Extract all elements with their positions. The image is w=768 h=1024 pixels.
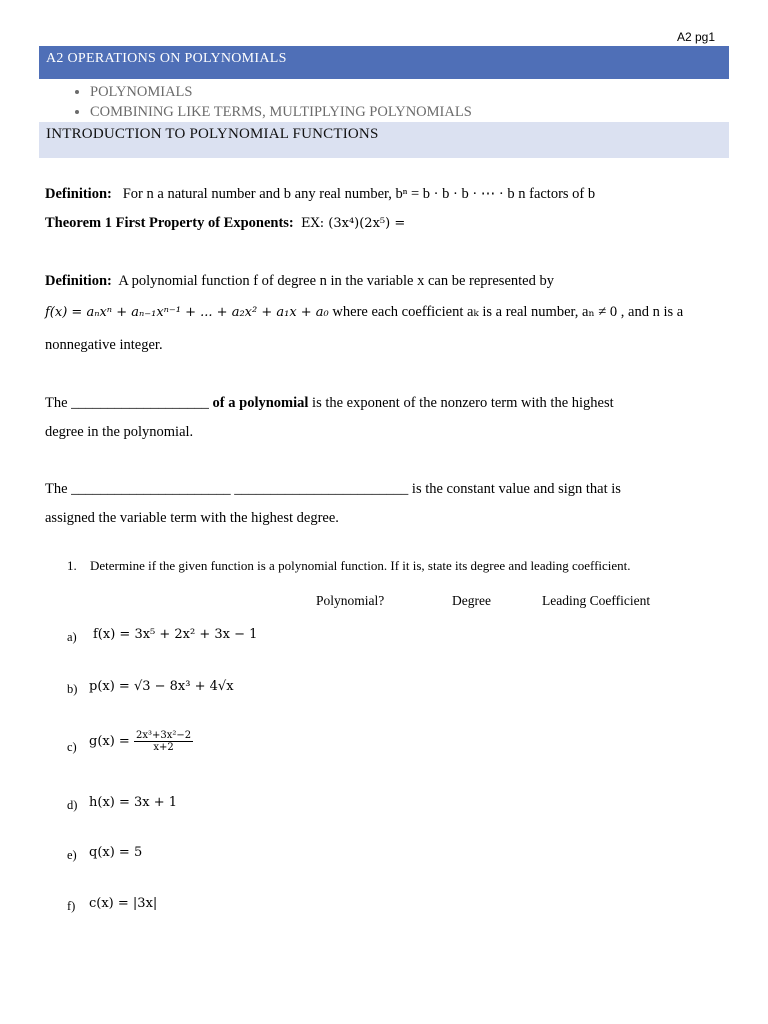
definition-label: Definition: [45, 273, 112, 289]
sentence-rest: is the exponent of the nonzero term with the highest [312, 395, 614, 411]
function-expression: h(x) = 3x + 1 [89, 795, 178, 810]
bold-term: of a polynomial [212, 395, 309, 411]
definition-polynomial-line3: nonnegative integer. [45, 337, 163, 353]
fill-in-blank[interactable]: ___________________ [71, 395, 209, 411]
column-header-leading-coefficient: Leading Coefficient [542, 593, 651, 608]
sentence-prefix: The [45, 481, 68, 497]
function-expression [89, 730, 193, 753]
polynomial-general-formula: f(x) = aₙxⁿ + aₙ₋₁xⁿ⁻¹ + ... + a₂x² + a₁x + a₀ [45, 305, 329, 320]
item-label: e) [67, 848, 77, 862]
item-label: a) [67, 630, 77, 644]
item-label: c) [67, 740, 77, 754]
function-expression: c(x) = |3x| [89, 896, 158, 911]
definition-text: For n a natural number and b any real number, bⁿ = b · b · b · ⋯ · b n factors of b [122, 186, 596, 202]
fraction [134, 730, 193, 753]
subsection-title: INTRODUCTION TO POLYNOMIAL FUNCTIONS [46, 126, 379, 142]
fraction-denominator: x+2 [153, 742, 174, 753]
question-number: 1. [67, 558, 77, 573]
definition-polynomial-line2 [45, 304, 683, 321]
section-title: A2 OPERATIONS ON POLYNOMIALS [46, 51, 287, 66]
definition-text: A polynomial function f of degree n in the variable x can be represented by [118, 273, 554, 289]
leading-coefficient-definition-line1 [45, 481, 621, 498]
bullet-item: • POLYNOMIALS [90, 82, 472, 102]
theorem-first-property [45, 215, 405, 232]
function-expression: f(x) = 3x⁵ + 2x² + 3x − 1 [93, 627, 258, 642]
page-number: A2 pg1 [677, 30, 716, 44]
definition-label: Definition: [45, 186, 112, 202]
bullet-item: • COMBINING LIKE TERMS, MULTIPLYING POLYNOMIALS [90, 102, 472, 122]
item-label: f) [67, 899, 76, 913]
definition-polynomial-line1 [45, 273, 554, 290]
column-header-degree: Degree [452, 593, 491, 608]
fill-in-blank[interactable]: ________________________ [234, 481, 409, 497]
theorem-example: EX: (3x⁴)(2x⁵) = [301, 216, 406, 231]
definition-exponent [45, 186, 595, 203]
column-header-polynomial: Polynomial? [316, 593, 385, 608]
question-text: Determine if the given function is a polynomial function. If it is, state its degree and leading coefficient. [90, 558, 631, 573]
function-expression: p(x) = √3 − 8x³ + 4√x [89, 679, 234, 694]
sentence-prefix: The [45, 395, 68, 411]
item-label: b) [67, 682, 78, 696]
fill-in-blank[interactable]: ______________________ [71, 481, 231, 497]
topic-bullet-list [68, 82, 472, 122]
definition-text: where each coefficient aₖ is a real number, aₙ ≠ 0 , and n is a [332, 304, 684, 320]
degree-definition-line1 [45, 395, 614, 412]
degree-definition-line2: degree in the polynomial. [45, 424, 194, 440]
leading-coefficient-definition-line2: assigned the variable term with the highest degree. [45, 510, 339, 526]
function-lhs: g(x) = [89, 734, 130, 749]
function-expression: q(x) = 5 [89, 845, 143, 860]
sentence-rest: is the constant value and sign that is [411, 481, 621, 497]
subsection-title-bar [39, 122, 729, 158]
fraction-numerator: 2x³+3x²−2 [135, 730, 192, 741]
item-label: d) [67, 798, 78, 812]
section-title-bar [39, 46, 729, 79]
theorem-label: Theorem 1 First Property of Exponents: [45, 215, 294, 231]
